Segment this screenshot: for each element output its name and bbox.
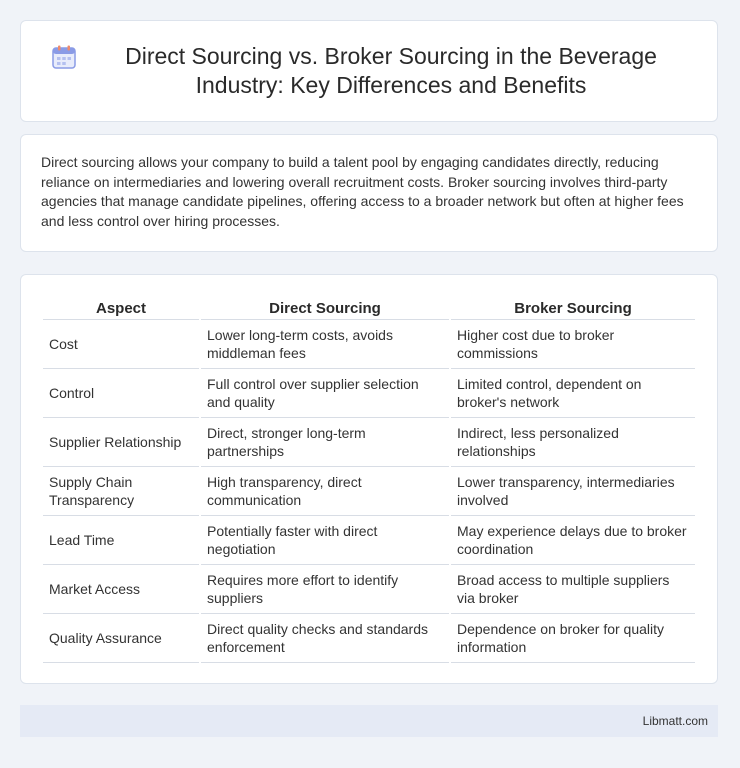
cell-direct: Direct quality checks and standards enforcement xyxy=(201,614,449,663)
cell-direct: Full control over supplier selection and quality xyxy=(201,369,449,418)
table-row xyxy=(43,369,695,418)
table-row xyxy=(43,516,695,565)
table-row xyxy=(43,565,695,614)
table-row xyxy=(43,614,695,663)
cell-direct: Lower long-term costs, avoids middleman fees xyxy=(201,320,449,369)
table-row xyxy=(43,418,695,467)
cell-aspect: Quality Assurance xyxy=(43,614,199,663)
cell-broker: Higher cost due to broker commissions xyxy=(451,320,695,369)
cell-direct: High transparency, direct communication xyxy=(201,467,449,516)
page-title: Direct Sourcing vs. Broker Sourcing in the Beverage Industry: Key Differences and Benefits xyxy=(125,43,657,98)
cell-direct: Direct, stronger long-term partnerships xyxy=(201,418,449,467)
cell-aspect: Control xyxy=(43,369,199,418)
intro-paragraph: Direct sourcing allows your company to build a talent pool by engaging candidates directly, reducing reliance on intermediaries and lowering overall recruitment costs. Broker sourcing involves third-party agencies that manage candidate pipelines, offering access to a broader network but often at higher fees and less control over hiring processes. xyxy=(41,154,684,229)
comparison-card xyxy=(20,274,718,684)
footer-brand-link[interactable]: Libmatt.com xyxy=(642,714,708,728)
table-header-row xyxy=(43,295,695,320)
title-card xyxy=(20,20,718,122)
cell-broker: Limited control, dependent on broker's network xyxy=(451,369,695,418)
cell-direct: Potentially faster with direct negotiation xyxy=(201,516,449,565)
cell-aspect: Cost xyxy=(43,320,199,369)
comparison-table xyxy=(41,295,697,663)
cell-broker: Indirect, less personalized relationships xyxy=(451,418,695,467)
table-row xyxy=(43,320,695,369)
footer-bar xyxy=(20,705,718,737)
cell-direct: Requires more effort to identify suppliers xyxy=(201,565,449,614)
cell-broker: Dependence on broker for quality information xyxy=(451,614,695,663)
header-aspect: Aspect xyxy=(43,295,199,320)
cell-aspect: Lead Time xyxy=(43,516,199,565)
header-direct-sourcing: Direct Sourcing xyxy=(201,295,449,320)
table-row xyxy=(43,467,695,516)
cell-aspect: Supplier Relationship xyxy=(43,418,199,467)
intro-card xyxy=(20,134,718,252)
header-broker-sourcing: Broker Sourcing xyxy=(451,295,695,320)
cell-broker: Broad access to multiple suppliers via broker xyxy=(451,565,695,614)
cell-broker: Lower transparency, intermediaries involved xyxy=(451,467,695,516)
cell-broker: May experience delays due to broker coordination xyxy=(451,516,695,565)
title-wrap xyxy=(21,42,717,100)
calendar-icon xyxy=(51,44,77,70)
cell-aspect: Market Access xyxy=(43,565,199,614)
cell-aspect: Supply Chain Transparency xyxy=(43,467,199,516)
